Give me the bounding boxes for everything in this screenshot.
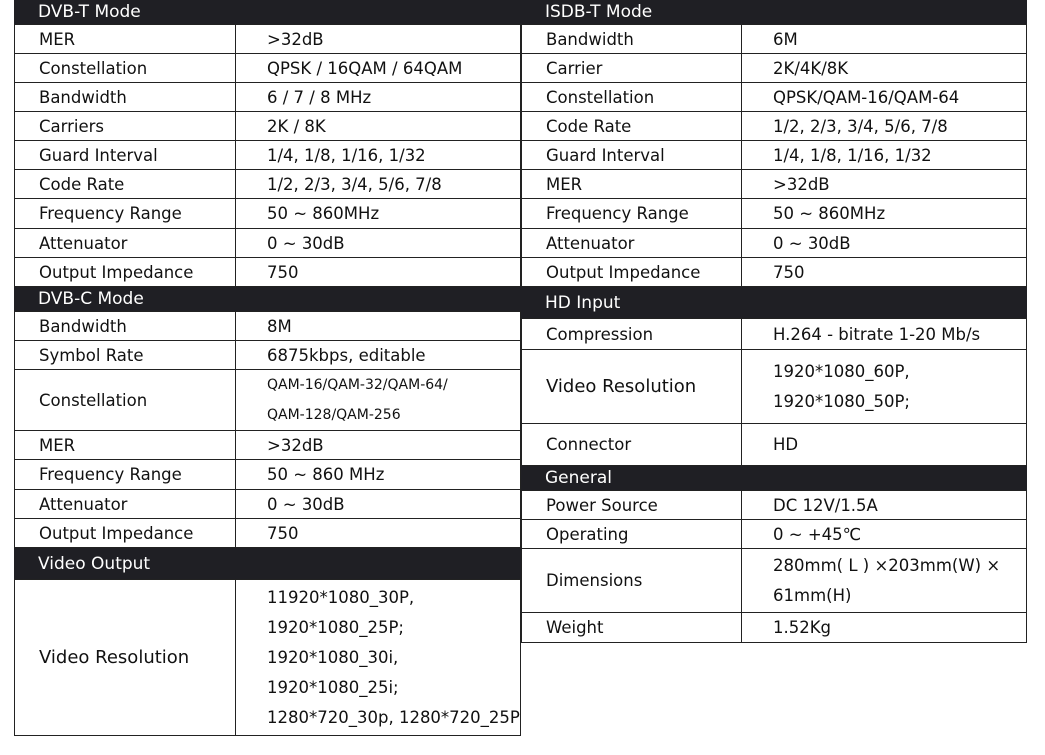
spec-row-frequency-range xyxy=(522,199,1027,229)
spec-label: Output Impedance xyxy=(15,519,236,548)
spec-label: Guard Interval xyxy=(15,141,236,170)
spec-value-line: 1280*720_30p, 1280*720_25P xyxy=(267,707,520,727)
spec-row-bandwidth xyxy=(15,312,521,341)
spec-row-dimensions xyxy=(522,549,1027,613)
spec-label: Weight xyxy=(522,613,742,643)
spec-value: QPSK/QAM-16/QAM-64 xyxy=(742,83,1027,112)
spec-table xyxy=(14,24,521,287)
spec-row-guard-interval xyxy=(522,141,1027,170)
spec-value: 8M xyxy=(236,312,521,341)
spec-value-line: 1920*1080_50P; xyxy=(773,391,910,411)
spec-row-symbol-rate xyxy=(15,341,521,370)
spec-label: Bandwidth xyxy=(15,312,236,341)
spec-value: >32dB xyxy=(236,25,521,54)
spec-label: Bandwidth xyxy=(15,83,236,112)
spec-value-line: 280mm( L ) ×203mm(W) × xyxy=(773,555,1001,575)
section-header: General xyxy=(521,466,1027,490)
spec-label: Constellation xyxy=(15,370,236,431)
spec-row-compression xyxy=(522,319,1027,350)
general-section xyxy=(521,466,1027,643)
spec-value: 750 xyxy=(236,519,521,548)
section-header: Video Output xyxy=(14,548,521,579)
spec-table xyxy=(521,490,1027,643)
spec-value: 50 ~ 860MHz xyxy=(236,199,521,229)
spec-label: Operating xyxy=(522,520,742,549)
spec-value: 6M xyxy=(742,25,1027,54)
spec-value-line: QAM-16/QAM-32/QAM-64/ xyxy=(267,377,448,393)
spec-row-attenuator xyxy=(522,229,1027,258)
spec-label: Power Source xyxy=(522,491,742,520)
spec-value-line: 1920*1080_25P; xyxy=(267,617,404,637)
spec-row-carriers xyxy=(15,112,521,141)
spec-value: 0 ~ 30dB xyxy=(236,229,521,258)
spec-label: Carrier xyxy=(522,54,742,83)
spec-row-frequency-range xyxy=(15,199,521,229)
spec-row-connector xyxy=(522,424,1027,466)
spec-value: 2K/4K/8K xyxy=(742,54,1027,83)
spec-value-line: 11920*1080_30P, xyxy=(267,587,415,607)
spec-value xyxy=(742,549,1027,613)
spec-row-code-rate xyxy=(15,170,521,199)
spec-value: 1/4, 1/8, 1/16, 1/32 xyxy=(742,141,1027,170)
spec-row-mer xyxy=(15,25,521,54)
spec-value: 6 / 7 / 8 MHz xyxy=(236,83,521,112)
spec-label: Dimensions xyxy=(522,549,742,613)
section-header: DVB-T Mode xyxy=(14,0,521,24)
spec-value-line: 1920*1080_60P, xyxy=(773,361,910,381)
spec-value: HD xyxy=(742,424,1027,466)
spec-label: Guard Interval xyxy=(522,141,742,170)
spec-label: Code Rate xyxy=(522,112,742,141)
spec-row-constellation xyxy=(15,370,521,431)
spec-value: 1/2, 2/3, 3/4, 5/6, 7/8 xyxy=(236,170,521,199)
spec-row-video-resolution xyxy=(522,350,1027,424)
spec-table xyxy=(521,318,1027,466)
spec-value xyxy=(236,370,521,431)
spec-label: MER xyxy=(522,170,742,199)
section-header: HD Input xyxy=(521,287,1027,318)
spec-row-bandwidth xyxy=(522,25,1027,54)
spec-label: Frequency Range xyxy=(15,460,236,490)
spec-row-carrier xyxy=(522,54,1027,83)
spec-value: 0 ~ 30dB xyxy=(742,229,1027,258)
spec-value xyxy=(742,350,1027,424)
spec-label: Connector xyxy=(522,424,742,466)
spec-value: 0 ~ +45℃ xyxy=(742,520,1027,549)
video-output-section xyxy=(14,548,521,736)
spec-value xyxy=(236,580,521,736)
spec-row-guard-interval xyxy=(15,141,521,170)
spec-value: QPSK / 16QAM / 64QAM xyxy=(236,54,521,83)
spec-label: Output Impedance xyxy=(522,258,742,287)
spec-row-constellation xyxy=(15,54,521,83)
spec-row-attenuator xyxy=(15,229,521,258)
section-header: ISDB-T Mode xyxy=(521,0,1027,24)
spec-row-frequency-range xyxy=(15,460,521,490)
spec-label: Frequency Range xyxy=(522,199,742,229)
spec-value: 1/2, 2/3, 3/4, 5/6, 7/8 xyxy=(742,112,1027,141)
spec-value: 1/4, 1/8, 1/16, 1/32 xyxy=(236,141,521,170)
spec-label: Attenuator xyxy=(522,229,742,258)
spec-row-video-resolution xyxy=(15,580,521,736)
spec-value-line: 1920*1080_25i; xyxy=(267,677,399,697)
spec-row-output-impedance xyxy=(15,258,521,287)
spec-value-line: 1920*1080_30i, xyxy=(267,647,399,667)
spec-value: >32dB xyxy=(236,431,521,460)
spec-label: Output Impedance xyxy=(15,258,236,287)
spec-value: 6875kbps, editable xyxy=(236,341,521,370)
spec-row-mer xyxy=(15,431,521,460)
left-spec-column xyxy=(14,0,521,736)
spec-label: Code Rate xyxy=(15,170,236,199)
spec-table xyxy=(521,24,1027,287)
spec-row-operating xyxy=(522,520,1027,549)
spec-row-bandwidth xyxy=(15,83,521,112)
spec-label: Constellation xyxy=(522,83,742,112)
spec-value: 750 xyxy=(742,258,1027,287)
dvb-c-mode-section xyxy=(14,287,521,548)
spec-label: Compression xyxy=(522,319,742,350)
right-spec-column xyxy=(521,0,1027,643)
spec-value: >32dB xyxy=(742,170,1027,199)
spec-label: Video Resolution xyxy=(522,350,742,424)
spec-value: DC 12V/1.5A xyxy=(742,491,1027,520)
spec-row-mer xyxy=(522,170,1027,199)
spec-row-power-source xyxy=(522,491,1027,520)
spec-label: Constellation xyxy=(15,54,236,83)
spec-label: MER xyxy=(15,431,236,460)
hd-input-section xyxy=(521,287,1027,466)
spec-label: Symbol Rate xyxy=(15,341,236,370)
dvb-t-mode-section xyxy=(14,0,521,287)
section-header: DVB-C Mode xyxy=(14,287,521,311)
spec-value: 750 xyxy=(236,258,521,287)
spec-row-weight xyxy=(522,613,1027,643)
spec-label: Frequency Range xyxy=(15,199,236,229)
spec-value: H.264 - bitrate 1-20 Mb/s xyxy=(742,319,1027,350)
spec-value: 50 ~ 860 MHz xyxy=(236,460,521,490)
spec-row-attenuator xyxy=(15,490,521,519)
spec-row-constellation xyxy=(522,83,1027,112)
spec-row-output-impedance xyxy=(522,258,1027,287)
spec-row-code-rate xyxy=(522,112,1027,141)
spec-row-output-impedance xyxy=(15,519,521,548)
spec-label: Carriers xyxy=(15,112,236,141)
spec-label: Attenuator xyxy=(15,229,236,258)
spec-table xyxy=(14,579,521,736)
spec-value-line: 61mm(H) xyxy=(773,585,852,605)
spec-label: Bandwidth xyxy=(522,25,742,54)
spec-label: Attenuator xyxy=(15,490,236,519)
isdb-t-mode-section xyxy=(521,0,1027,287)
spec-value-line: QAM-128/QAM-256 xyxy=(267,407,401,423)
spec-value: 2K / 8K xyxy=(236,112,521,141)
spec-label: MER xyxy=(15,25,236,54)
spec-label: Video Resolution xyxy=(15,580,236,736)
spec-value: 0 ~ 30dB xyxy=(236,490,521,519)
spec-value: 1.52Kg xyxy=(742,613,1027,643)
spec-value: 50 ~ 860MHz xyxy=(742,199,1027,229)
spec-table xyxy=(14,311,521,548)
